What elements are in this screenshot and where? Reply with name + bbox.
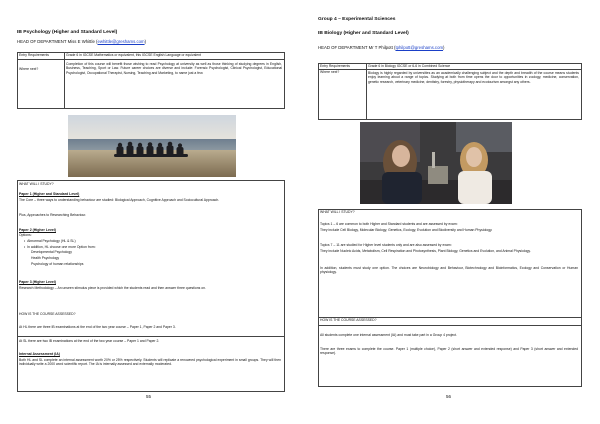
paper1-text: The Core – three ways to understanding behaviour are studied: Biological Approach, Cognitive Approach and Sociocultural Approach. [19, 198, 220, 202]
page-56 [300, 0, 600, 424]
option-abnormal: Abnormal Psychology (HL & SL) [27, 239, 76, 243]
table-divider [366, 63, 367, 120]
where-next-label: Where next? [320, 70, 340, 74]
study-divider [318, 325, 582, 326]
option-bullet-2: • In addition, HL choose one more Option from: [24, 245, 96, 249]
option-text: In addition, students must study one option. The choices are Neurobiology and Behaviour, Biotechnology and Bioinformatics, Ecology and Conservation or Human physiology. [320, 266, 578, 275]
option-in-addition: In addition, HL choose one more Option from: [27, 245, 96, 249]
hod-close: ) [443, 45, 445, 50]
hod-label: HEAD OF DEPARTMENT Miss E Whittle ( [17, 39, 98, 44]
paper1-title: Paper 1 (Higher and Standard Level) [19, 192, 80, 196]
topics-hl-detail: They include Nucleic Acids, Metabolism, Cell Respiration and Photosynthesis, Plant Biology, Genetics and Evolution, and Animal Physiology. [320, 249, 531, 253]
head-of-department [318, 46, 444, 50]
entry-requirements-value: Grade 6 in IGCSE Mathematics or equivalent, this IGCSE English Language or equivalent [66, 53, 201, 57]
hod-close: ) [144, 39, 147, 44]
where-next-value: Completion of this course will benefit those wishing to read Psychology at university as well as those thinking of studying degrees in English, Business, Teaching, Sport or Law. Future career choices are diverse and include: Forensic Psychologist, Clinical Psychologist, Educational Psychologist, Occupational Therapist, Nursing, Teaching and Marketing, to name just a few. [66, 62, 282, 75]
hod-label: HEAD OF DEPARTMENT Mr T Philpott ( [318, 45, 396, 50]
entry-requirements-value: Grade 6 in Biology IGCSE or 6-6 in Combined Science [368, 63, 451, 68]
lab-photo-graphic [360, 122, 512, 204]
entry-requirements-label: Entry Requirements [19, 53, 49, 57]
study-heading: WHAT WILL I STUDY? [19, 182, 54, 186]
table-divider [17, 59, 285, 60]
option-bullet-1: • Abnormal Psychology (HL & SL) [24, 239, 76, 243]
option-developmental: Developmental Psychology [31, 250, 72, 254]
beach-photo [68, 115, 236, 177]
assess-ia: All students complete one internal assessment (IA) and must take part in a Group 4 project. [320, 333, 458, 337]
page-number: 56 [446, 394, 452, 399]
lab-photo [360, 122, 512, 204]
assess-hl: At HL there are three IB examinations at the end of the two year course – Paper 1, Paper 2 and Paper 3. [19, 325, 176, 329]
study-heading: WHAT WILL I STUDY? [320, 210, 355, 214]
topics-core-detail: They include Cell Biology, Molecular Biology, Genetics, Ecology, Evolution and Biodiversity and Human Physiology. [320, 228, 493, 232]
hod-email-link[interactable]: tphilpott@greshams.com [395, 45, 444, 50]
beach-photo-graphic [68, 115, 236, 177]
option-health: Health Psychology [31, 256, 60, 260]
paper1-plus: Plus, Approaches to Researching Behaviour. [19, 213, 87, 217]
where-next-label: Where next? [19, 67, 39, 71]
requirements-table [17, 52, 285, 109]
ia-text: Both HL and SL complete an internal assessment worth 20% or 25% respectively. Students will replicate a renowned psychological experiment in small groups. They will then individually write a 2000 word scientific report. The IA is internally assessed and externally moderated. [19, 358, 281, 367]
assess-heading: HOW IS THE COURSE ASSESSED? [320, 318, 377, 322]
paper3-text: Research Methodology – An unseen stimulus piece is provided which the students read and then answer three questions on. [19, 286, 206, 290]
head-of-department [17, 40, 146, 44]
table-divider [318, 69, 582, 70]
paper3-title: Paper 3 (Higher Level) [19, 280, 56, 284]
hod-email-link[interactable]: ewhittle@greshams.com [97, 39, 145, 44]
ia-title: Internal Assessment (IA) [19, 352, 60, 356]
page-number: 55 [146, 394, 152, 399]
course-title: IB Psychology (Higher and Standard Level) [17, 30, 118, 35]
group-title: Group 4 – Experimental Sciences [318, 17, 396, 22]
paper2-title: Paper 2 (Higher Level) [19, 228, 56, 232]
assess-exams: There are three exams to complete the course. Paper 1 (multiple choice), Paper 2 (short answer and extended response) and Paper 3 (short answer and extended response). [320, 347, 578, 356]
entry-requirements-label: Entry Requirements [320, 63, 350, 68]
assess-sl: At SL there are two IB examinations at the end of the two year course – Paper 1 and Paper 2. [19, 339, 160, 343]
study-box [318, 209, 582, 387]
assess-heading: HOW IS THE COURSE ASSESSED? [19, 312, 76, 316]
where-next-value: Biology is highly regarded by universities as an academically challenging subject and the depth and breadth of the course means students enjoy learning about a range of topics. Studying at both from time opens the door to opportunities in zoology, medicine, conservation, genetic research, veterinary medicine, dentistry, forestry, physiotherapy and ecotourism amongst any others. [368, 71, 579, 84]
topics-hl: Topics 7 – 11 are studied for Higher level students only and are also assessed by exam: [320, 243, 452, 247]
course-title: IB Biology (Higher and Standard Level) [318, 31, 409, 36]
option-relationships: Psychology of human relationships [31, 262, 84, 266]
paper2-options: Options: [19, 233, 32, 237]
study-divider [17, 336, 285, 337]
topics-core: Topics 1 – 6 are common to both Higher and Standard students and are assessed by exam: [320, 222, 458, 226]
table-divider [64, 52, 65, 109]
